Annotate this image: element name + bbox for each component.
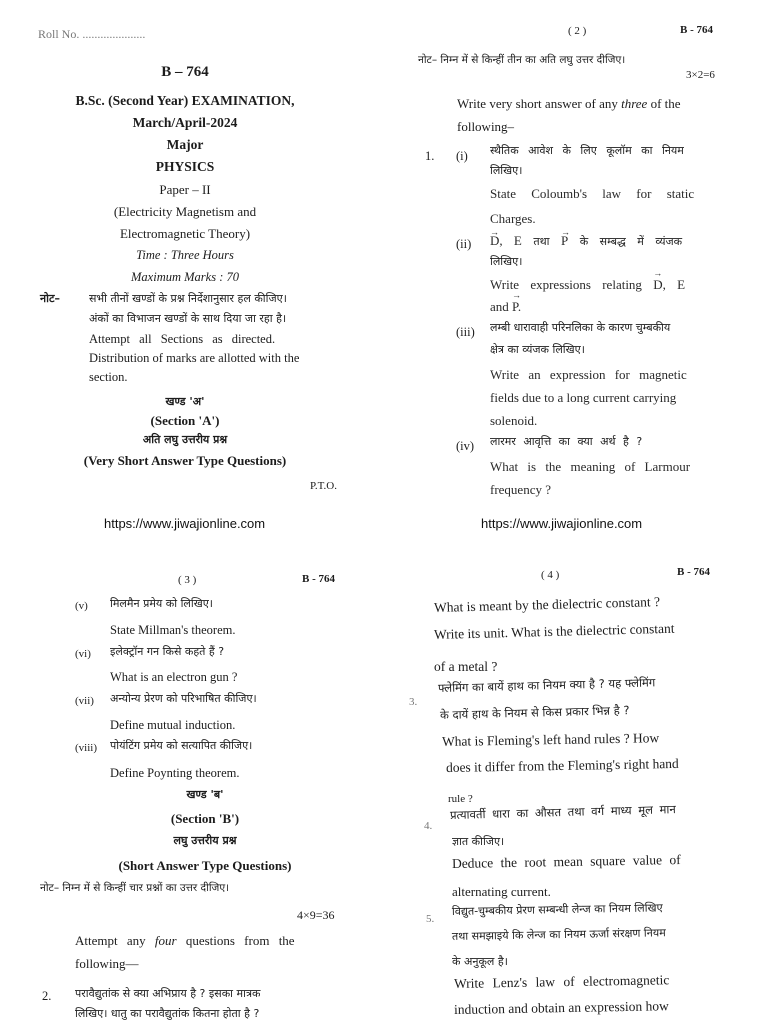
note-english-line2: Distribution of marks are allotted with the: [89, 351, 300, 365]
q1-iii-hindi-line1: लम्बी धारावाही परिनलिका के कारण चुम्बकीय: [490, 321, 671, 334]
q1-iv-english-line1: What is the meaning of Larmour: [490, 459, 691, 474]
q2-english-line3: of a metal ?: [434, 659, 498, 674]
page-number-3: ( 3 ): [178, 574, 197, 586]
question-number-2: 2.: [42, 989, 52, 1003]
section-a-english: (Section 'A'): [150, 413, 220, 428]
note-hindi-line2: अंकों का विभाजन खण्डों के साथ दिया जा रहा है।: [89, 312, 287, 325]
pto: P.T.O.: [310, 480, 337, 492]
q1-vi-english: What is an electron gun ?: [110, 670, 238, 684]
instruction-text-a: Write very short answer of any: [457, 96, 618, 111]
section-b-instruction-line2: following—: [75, 956, 139, 971]
paper-number: Paper – II: [159, 182, 211, 197]
instruction-text-c: of the: [650, 96, 681, 111]
note-english-line1: Attempt all Sections as directed.: [89, 332, 276, 346]
vector-d-e-english: → D, E: [653, 277, 685, 293]
question-number-5: 5.: [426, 913, 435, 925]
q1-iii-hindi-line2: क्षेत्र का व्यंजक लिखिए।: [490, 343, 585, 356]
q1-ii-hindi-line1: [490, 233, 682, 250]
question-number-3: 3.: [409, 696, 418, 708]
instruction-line2: following–: [457, 119, 515, 134]
q1-ii-hindi-and: तथा: [533, 235, 550, 248]
exam-session: March/April-2024: [132, 115, 238, 130]
sub-question-vii-number: (vii): [75, 695, 94, 707]
exam-title: B.Sc. (Second Year) EXAMINATION,: [75, 93, 295, 108]
source-url-page-2: https://www.jiwajionline.com: [481, 516, 643, 531]
q1-v-english: State Millman's theorem.: [110, 623, 236, 637]
source-url-page-1: https://www.jiwajionline.com: [104, 516, 266, 531]
q1-i-english-line2: Charges.: [490, 211, 536, 226]
q2-hindi-line2: लिखिए। धातु का परावैद्युतांक कितना होता है ?: [75, 1007, 260, 1020]
q3-english-line1: What is Fleming's left hand rules ? How: [441, 730, 660, 749]
section-b-instruction-line1: [75, 933, 295, 949]
section-b-type-hindi: लघु उत्तरीय प्रश्न: [173, 834, 237, 847]
q1-viii-english: Define Poynting theorem.: [110, 766, 240, 780]
section-b-type-english: (Short Answer Type Questions): [118, 858, 292, 873]
q3-english-line3: rule ?: [448, 793, 473, 805]
q2-english-line2: Write its unit. What is the dielectric constant: [433, 620, 675, 642]
question-number-1: 1.: [425, 149, 435, 163]
note-hindi: नोट– निम्न में से किन्हीं तीन का अति लघु उत्तर दीजिए।: [418, 54, 626, 66]
paper-code: B – 764: [161, 64, 209, 80]
q1-iii-english-line3: solenoid.: [490, 413, 538, 428]
maximum-marks: Maximum Marks : 70: [131, 270, 239, 284]
vector-d-e: → D, E: [490, 233, 522, 249]
sub-question-ii-number: (ii): [456, 237, 472, 251]
paper-code-2: B - 764: [680, 24, 713, 36]
instruction-emph: three: [621, 96, 648, 111]
note-label: नोट–: [40, 292, 60, 305]
section-a-type-english: (Very Short Answer Type Questions): [83, 453, 287, 468]
q5-hindi-line3: के अनुकूल है।: [452, 955, 508, 968]
section-b-instruction-emph: four: [154, 933, 177, 948]
paper-title-line1: (Electricity Magnetism and: [113, 204, 257, 219]
q1-iii-english-line2: fields due to a long current carrying: [490, 390, 677, 405]
sub-question-v-number: (v): [75, 600, 88, 612]
q5-english-line2: induction and obtain an expression how: [453, 998, 669, 1017]
major: Major: [166, 137, 204, 152]
subject: PHYSICS: [155, 159, 215, 174]
section-b-marks: 4×9=36: [297, 908, 335, 922]
q1-vii-hindi: अन्योन्य प्रेरण को परिभाषित कीजिए।: [110, 692, 257, 705]
q1-iv-hindi: लारमर आवृत्ति का क्या अर्थ है ?: [490, 435, 643, 448]
q1-v-hindi: मिलमैन प्रमेय को लिखिए।: [110, 597, 213, 610]
q4-hindi-line1: प्रत्यावर्ती धारा का औसत तथा वर्ग माध्य मूल मान: [449, 802, 676, 822]
q1-iv-english-line2: frequency ?: [490, 482, 551, 497]
q3-hindi-line2: के दायें हाथ के नियम से किस प्रकार भिन्न है ?: [439, 703, 630, 722]
page-number-4: ( 4 ): [541, 569, 560, 581]
q1-vii-english: Define mutual induction.: [110, 718, 236, 732]
section-b-hindi: खण्ड 'ब': [186, 788, 224, 801]
q5-hindi-line1: विद्युत-चुम्बकीय प्रेरण सम्बन्धी लेन्ज का नियम लिखिए: [451, 901, 663, 918]
q1-vi-hindi: इलेक्ट्रॉन गन किसे कहते हैं ?: [110, 645, 225, 658]
q1-i-english-line1: State Coloumb's law for static: [490, 186, 695, 201]
paper-code-4: B - 764: [677, 566, 710, 578]
q1-iii-english-line1: Write an expression for magnetic: [490, 367, 687, 382]
q3-hindi-line1: फ्लेमिंग का बायें हाथ का नियम क्या है ? यह फ्लेमिंग: [437, 675, 656, 695]
q1-ii-hindi-rest: के सम्बद्ध में व्यंजक: [579, 235, 683, 248]
note-hindi-line1: सभी तीनों खण्डों के प्रश्न निर्देशानुसार हल कीजिए।: [89, 292, 287, 305]
roll-no: Roll No. .....................: [38, 27, 146, 41]
sub-question-iv-number: (iv): [456, 439, 475, 453]
q1-ii-english-and: and: [490, 299, 509, 314]
q2-hindi-line1: परावैद्युतांक से क्या अभिप्राय है ? इसका मात्रक: [75, 987, 261, 1000]
q1-ii-english-line2: [490, 299, 521, 315]
section-b-english: (Section 'B'): [170, 811, 240, 826]
note-english-line3: section.: [89, 370, 128, 384]
section-b-instruction-a: Attempt any: [75, 933, 146, 948]
sub-question-vi-number: (vi): [75, 648, 91, 660]
q4-english-line1: Deduce the root mean square value of: [451, 852, 681, 871]
q1-ii-english-text: Write expressions relating: [490, 277, 642, 292]
question-number-4: 4.: [424, 820, 433, 832]
q4-hindi-line2: ज्ञात कीजिए।: [452, 835, 505, 848]
q3-english-line2: does it differ from the Fleming's right hand: [445, 755, 679, 775]
q2-english-line1: What is meant by the dielectric constant ?: [433, 594, 661, 615]
page-number-2: ( 2 ): [568, 25, 587, 37]
paper-code-3: B - 764: [302, 573, 335, 585]
q1-viii-hindi: पोयंटिंग प्रमेय को सत्यापित कीजिए।: [110, 739, 253, 752]
q5-hindi-line2: तथा समझाइये कि लेन्ज का नियम ऊर्जा संरक्षण नियम: [451, 926, 666, 943]
section-a-hindi: खण्ड 'अ': [165, 395, 205, 408]
instruction-line1: [457, 96, 681, 112]
sub-question-i-number: (i): [456, 149, 468, 163]
q1-i-hindi-line1: स्थैतिक आवेश के लिए कूलॉम का नियम: [490, 144, 684, 157]
paper-title-line2: Electromagnetic Theory): [119, 226, 251, 241]
q5-english-line1: Write Lenz's law of electromagnetic: [453, 972, 670, 991]
section-a-type-hindi: अति लघु उत्तरीय प्रश्न: [142, 433, 228, 446]
vector-p: → P: [561, 233, 568, 249]
section-b-note-hindi: नोट– निम्न में से किन्हीं चार प्रश्नों का उत्तर दीजिए।: [40, 882, 230, 894]
q1-ii-hindi-line2: लिखिए।: [490, 255, 523, 268]
marks-distribution: 3×2=6: [686, 69, 715, 81]
sub-question-viii-number: (viii): [75, 742, 97, 754]
q1-i-hindi-line2: लिखिए।: [490, 164, 523, 177]
vector-p-english: → P.: [512, 299, 521, 315]
section-b-instruction-c: questions from the: [185, 933, 295, 948]
time-allowed: Time : Three Hours: [136, 248, 234, 262]
sub-question-iii-number: (iii): [456, 325, 475, 339]
q4-english-line2: alternating current.: [452, 884, 551, 899]
